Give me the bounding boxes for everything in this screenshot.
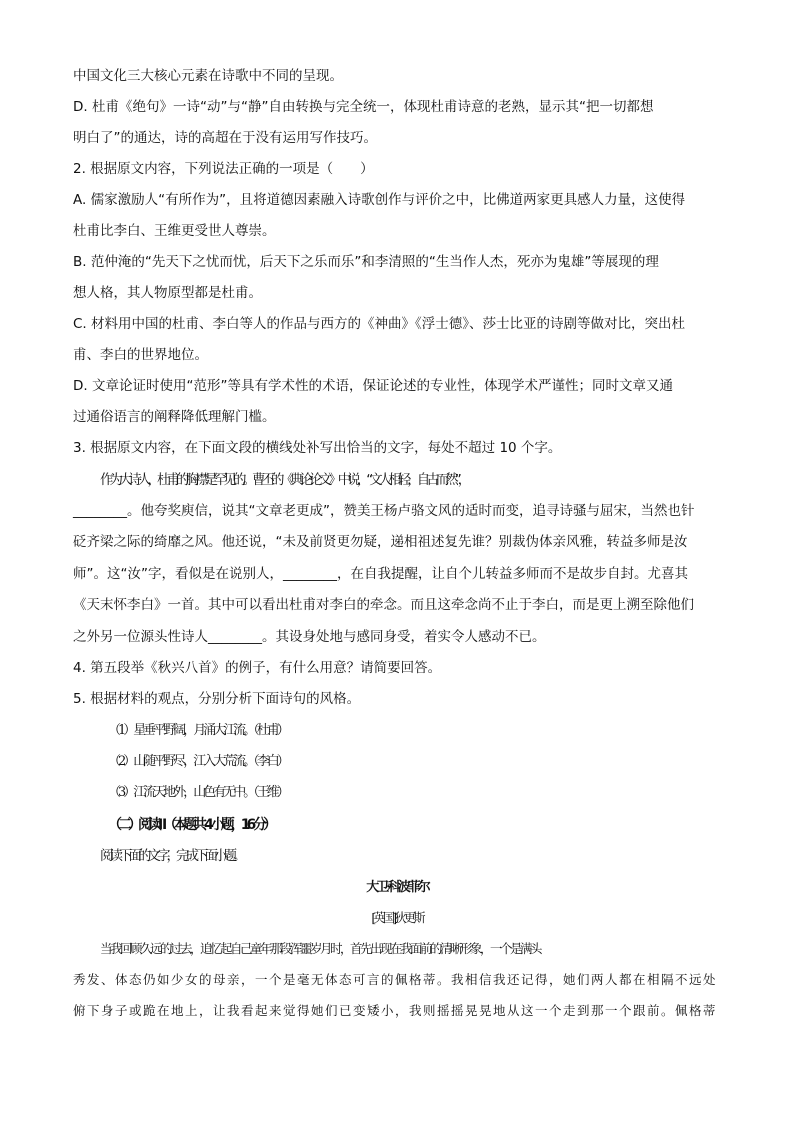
- article-paragraph-line: 秀发、体态仍如少女的母亲，一个是毫无体态可言的佩格蒂。我相信我还记得，她们两人都在相隔不远处: [73, 972, 718, 987]
- text-line: 想人格，其人物原型都是杜甫。: [73, 285, 262, 301]
- poem-line-1: （1）星垂平野阔，月涌大江流。（杜甫）: [108, 723, 287, 738]
- option-c-line: C. 材料用中国的杜甫、李白等人的作品与西方的《神曲》《浮士德》、莎士比亚的诗剧等做对比，突出杜: [73, 316, 686, 332]
- poem-line-2: （2）山随平野尽，江入大荒流。（李白）: [108, 754, 287, 769]
- article-paragraph-line: 当我回顾久远的过去，追忆起自己童年那段浑噩岁月时，首先出现在我面前的清晰形象，一个是满头: [100, 941, 541, 956]
- text-line: 杜甫比李白、王维更受世人尊崇。: [73, 223, 276, 239]
- option-d-line: D. 文章论证时使用“范形”等具有学术性的术语，保证论述的专业性，体现学术严谨性；同时文章又通: [73, 378, 673, 394]
- article-author: [英国]狄更斯: [371, 910, 423, 925]
- text-line: 明白了”的通达，诗的高超在于没有运用写作技巧。: [73, 130, 377, 146]
- fill-in-paragraph-line: 作为大诗人，杜甫的胸襟是罕见的。曹丕的《典论·论文》中说，“文人相轻，自古而然”，: [100, 472, 468, 488]
- question-5: 5. 根据材料的观点，分别分析下面诗句的风格。: [73, 691, 361, 707]
- question-3: 3. 根据原文内容，在下面文段的横线处补写出恰当的文字，每处不超过 10 个字。: [73, 440, 562, 456]
- text-line: 过通俗语言的阐释降低理解门槛。: [73, 409, 276, 425]
- fill-in-paragraph-line: 《天末怀李白》一首。其中可以看出杜甫对李白的牵念。而且这牵念尚不止于李白，而是更上溯至除他们: [73, 597, 694, 613]
- fill-in-paragraph-line: ________。他夸奖庾信，说其“文章老更成”，赞美王杨卢骆文风的适时而变，追寻诗骚与屈宋，当然也针: [73, 503, 695, 519]
- option-a-line: A. 儒家激励人“有所作为”，且将道德因素融入诗歌创作与评价之中，比佛道两家更具感人力量，这使得: [73, 192, 686, 208]
- fill-in-paragraph-line: 砭齐梁之际的绮靡之风。他还说，“未及前贤更勿疑，递相祖述复先谁？别裁伪体亲风雅，转益多师是汝: [73, 534, 688, 550]
- reading-instruction: 阅读下面的文字，完成下面小题。: [100, 848, 243, 864]
- article-paragraph-line: 俯下身子或跪在地上，让我看起来觉得她们已变矮小，我则摇摇晃晃地从这一个走到那一个跟前。佩格蒂: [73, 1003, 718, 1018]
- option-d-line: D. 杜甫《绝句》一诗“动”与“静”自由转换与完全统一，体现杜甫诗意的老熟，显示其“把一切都想: [73, 99, 654, 115]
- fill-in-paragraph-line: 之外另一位源头性诗人________。其设身处地与感同身受，着实令人感动不已。: [73, 629, 546, 645]
- text-line: 甫、李白的世界地位。: [73, 347, 208, 363]
- question-4: 4. 第五段举《秋兴八首》的例子，有什么用意？请简要回答。: [73, 660, 442, 676]
- text-line: 中国文化三大核心元素在诗歌中不同的呈现。: [73, 68, 343, 84]
- fill-in-paragraph-line: 师”。这“汝”字，看似是在说别人，________，在自我提醒，让自个儿转益多师而不是故步自封。尤喜其: [73, 566, 688, 582]
- poem-line-3: （3）江流天地外，山色有无中。（王维）: [108, 785, 287, 800]
- question-2: 2. 根据原文内容，下列说法正确的一项是（ ）: [73, 161, 374, 177]
- article-title: 大卫·科波菲尔: [366, 880, 428, 895]
- option-b-line: B. 范仲淹的“先天下之忧而忧，后天下之乐而乐”和李清照的“生当作人杰，死亦为鬼雄”等展现的理: [73, 254, 659, 270]
- section-heading: （二）阅读Ⅱ（本题共 4 小题，16 分）: [108, 817, 274, 833]
